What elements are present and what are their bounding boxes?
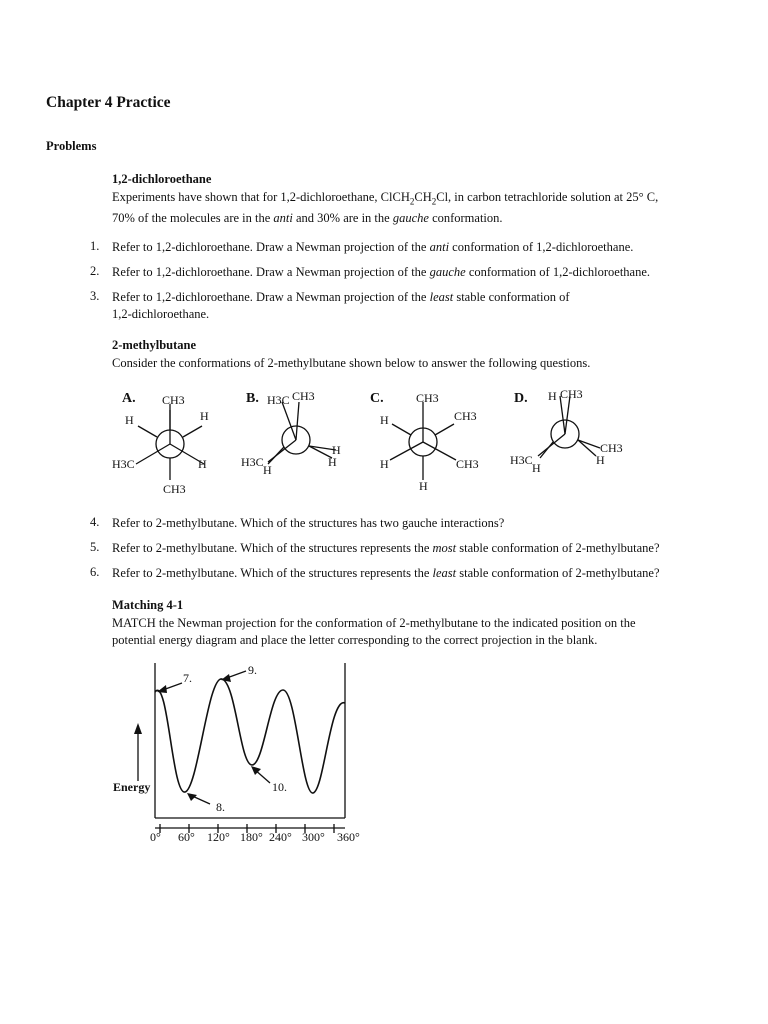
structure-letter-c: C. — [370, 391, 384, 406]
matching-heading: Matching 4-1 — [112, 598, 184, 612]
a-bottom: CH3 — [163, 482, 186, 496]
d-lower-left: H3C — [510, 453, 533, 467]
question-number: 2. — [90, 264, 100, 278]
a-lower-left: H3C — [112, 457, 135, 471]
question-3: Refer to 1,2-dichloroethane. Draw a Newman projection of the least stable conformation of 1,2-dichloroethane. — [112, 290, 570, 321]
d-top: CH3 — [560, 387, 583, 401]
energy-diagram — [0, 655, 420, 855]
b-top: CH3 — [292, 389, 315, 403]
structure-letter-a: A. — [122, 391, 136, 406]
question-number: 6. — [90, 565, 100, 579]
question-number: 4. — [90, 515, 100, 529]
x-tick-label: 120° — [207, 830, 230, 844]
question-4: Refer to 2-methylbutane. Which of the structures has two gauche interactions? — [112, 516, 505, 530]
part2-heading: 2-methylbutane — [112, 338, 197, 352]
a-top: CH3 — [162, 393, 185, 407]
curve-label-10: 10. — [272, 780, 287, 794]
curve-label-7: 7. — [183, 671, 192, 685]
d-right-2: H — [596, 453, 605, 467]
d-lower-left-h: H — [532, 461, 541, 475]
x-tick-label: 300° — [302, 830, 325, 844]
question-number: 5. — [90, 540, 100, 554]
energy-curve — [155, 679, 345, 793]
part1-intro: Experiments have shown that for 1,2-dichloroethane, $ClCH_2CH_2Cl$, in carbon tetrachloride solution at 25° C, 70% of the molecules are in the anti and 30% are in the gauche conformation. — [112, 190, 659, 225]
question-5: Refer to 2-methylbutane. Which of the structures represents the most stable conformation of 2-methylbutane? — [112, 541, 660, 555]
curve-label-9: 9. — [248, 663, 257, 677]
b-right-2: H — [328, 455, 337, 469]
b-lower-left-h: H — [263, 463, 272, 477]
x-tick-label: 180° — [240, 830, 263, 844]
c-top: CH3 — [416, 391, 439, 405]
b-upper-left: H3C — [267, 393, 290, 407]
part1-heading: 1,2-dichloroethane — [112, 172, 212, 186]
question-2: Refer to 1,2-dichloroethane. Draw a Newman projection of the gauche conformation of 1,2-dichloroethane. — [112, 265, 651, 279]
x-tick-label: 240° — [269, 830, 292, 844]
page-title: Chapter 4 Practice — [46, 94, 171, 111]
b-right-1: H — [332, 443, 341, 457]
question-1: Refer to 1,2-dichloroethane. Draw a Newman projection of the anti conformation of 1,2-dichloroethane. — [112, 240, 634, 254]
structure-letter-d: D. — [514, 391, 528, 406]
b-lower-left: H3C — [241, 455, 264, 469]
section-heading: Problems — [46, 139, 97, 153]
x-tick-label: 60° — [178, 830, 195, 844]
x-tick-label: 0° — [150, 830, 161, 844]
question-number: 3. — [90, 289, 100, 303]
c-upper-right: CH3 — [454, 409, 477, 423]
a-lower-right: H — [198, 457, 207, 471]
a-upper-left: H — [125, 413, 134, 427]
newman-projections — [0, 382, 768, 500]
d-upper-left: H — [548, 389, 557, 403]
x-tick-label: 360° — [337, 830, 360, 844]
energy-axis-label: Energy — [113, 780, 151, 794]
c-lower-right: CH3 — [456, 457, 479, 471]
c-upper-left: H — [380, 413, 389, 427]
question-number: 1. — [90, 239, 100, 253]
part2-intro: Consider the conformations of 2-methylbutane shown below to answer the following questions. — [112, 356, 591, 370]
d-right-1: CH3 — [600, 441, 623, 455]
curve-label-8: 8. — [216, 800, 225, 814]
matching-instructions: MATCH the Newman projection for the conformation of 2-methylbutane to the indicated position on the potential energy diagram and place the letter corresponding to the correct projection in the blank. — [112, 616, 636, 647]
question-6: Refer to 2-methylbutane. Which of the structures represents the least stable conformation of 2-methylbutane? — [112, 566, 660, 580]
structure-letter-b: B. — [246, 391, 259, 406]
a-upper-right: H — [200, 409, 209, 423]
c-bottom: H — [419, 479, 428, 493]
c-lower-left: H — [380, 457, 389, 471]
